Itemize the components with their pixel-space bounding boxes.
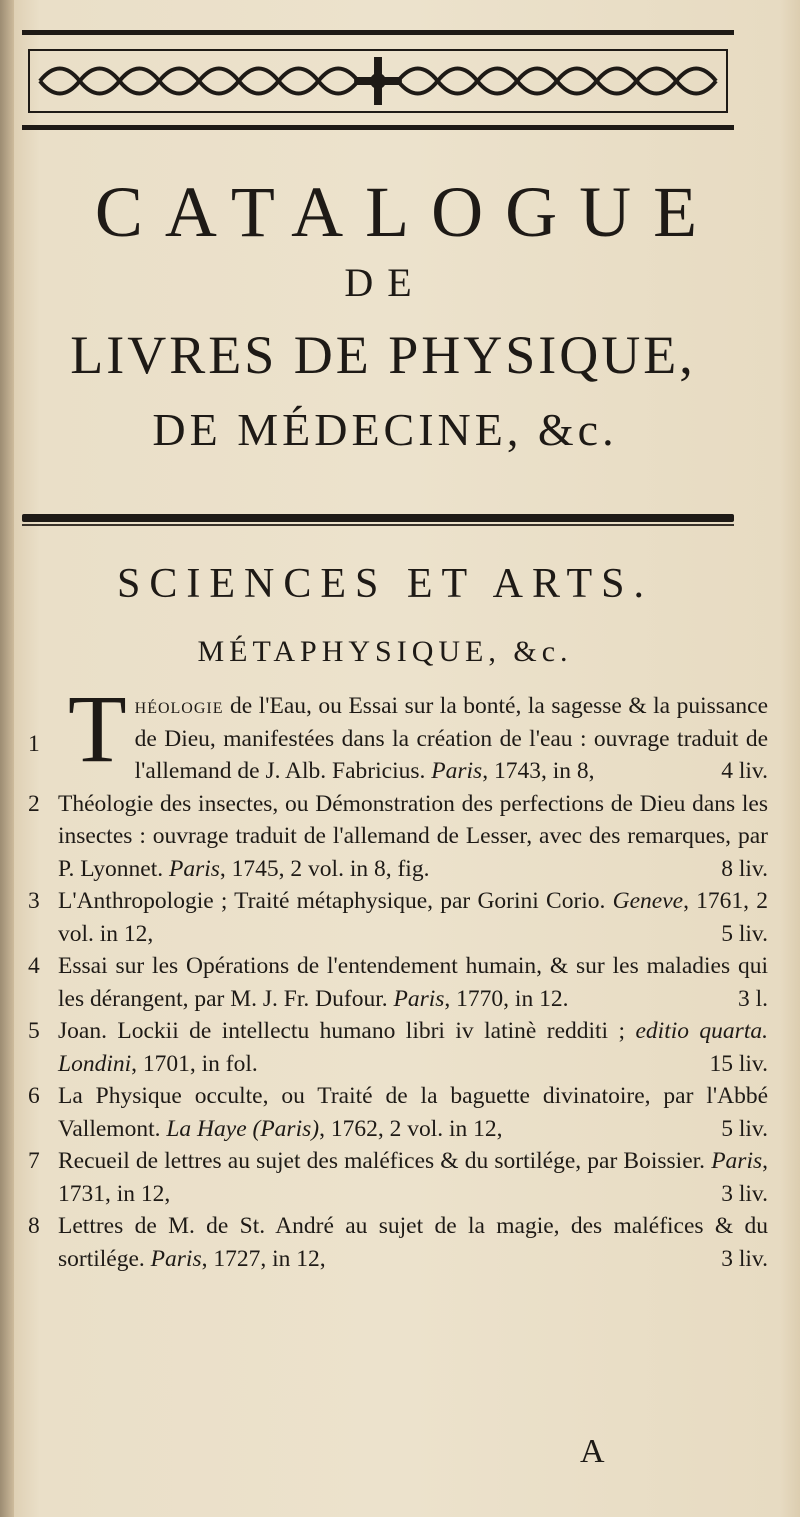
book-spine-shadow bbox=[0, 0, 14, 1517]
catalogue-entry bbox=[28, 885, 768, 950]
entry-text bbox=[58, 885, 768, 950]
entry-price: 5 liv. bbox=[721, 1115, 768, 1142]
signature-mark: A bbox=[580, 1433, 605, 1470]
entry-description: Joan. Lockii de intellectu humano libri iv latinè redditi ; bbox=[58, 1018, 636, 1044]
catalogue-entries bbox=[28, 675, 769, 1275]
entry-description: La Physique occulte, ou Traité de la baguette divinatoire, par l'Abbé Vallemont. bbox=[58, 1083, 768, 1142]
entry-number: 5 bbox=[28, 1018, 40, 1044]
entry-number: 3 bbox=[28, 888, 40, 914]
drop-cap-initial: T bbox=[68, 675, 127, 782]
entry-price: 5 liv. bbox=[721, 920, 768, 947]
title-medecine-line: DE MÉDECINE, &c. bbox=[152, 404, 618, 455]
entry-number: 1 bbox=[28, 731, 40, 757]
entry-text bbox=[58, 950, 768, 1015]
entry-price: 8 liv. bbox=[721, 855, 768, 882]
entry-text bbox=[58, 675, 768, 788]
entry-price: 4 liv. bbox=[721, 758, 768, 784]
entry-imprint-details: , 1762, 2 vol. in 12, bbox=[319, 1115, 503, 1142]
entry-number: 2 bbox=[28, 790, 40, 817]
ornamental-header-band bbox=[22, 30, 734, 130]
entry-text bbox=[58, 1145, 768, 1210]
entry-text bbox=[58, 1210, 768, 1275]
title-preposition: DE bbox=[344, 260, 426, 305]
entry-number: 8 bbox=[28, 1213, 40, 1239]
entry-text bbox=[58, 1080, 768, 1145]
entry-imprint-details: , 1701, in fol. bbox=[131, 1050, 258, 1077]
catalogue-title: CATALOGUE bbox=[94, 172, 720, 252]
entry-description: Lettres de M. de St. André au sujet de la magie, des maléfices & du sortilége. bbox=[58, 1213, 768, 1272]
entry-imprint-details: , 1727, in 12, bbox=[201, 1245, 326, 1272]
entry-imprint-details: , 1761, 2 vol. in 12, bbox=[58, 888, 769, 947]
catalogue-entry bbox=[28, 1015, 768, 1080]
entry-imprint: Paris bbox=[150, 1245, 202, 1272]
fleuron-row bbox=[28, 49, 728, 113]
fleuron-ornament-icon bbox=[30, 51, 726, 111]
entry-description: Recueil de lettres au sujet des maléfices & du sortilége, par Boissier. bbox=[58, 1148, 712, 1174]
entry-number: 4 bbox=[28, 953, 40, 979]
entry-imprint: Paris bbox=[431, 758, 483, 784]
entry-imprint: editio quarta. Londini bbox=[58, 1018, 768, 1077]
thin-rule bbox=[22, 524, 734, 526]
entry-description: de l'Eau, ou Essai sur la bonté, la sagesse & la puissance de Dieu, manifestées dans la création de l'eau : ouvrage traduit de l'allemand de J. Alb. Fabricius. bbox=[134, 693, 768, 784]
entry-price: 15 liv. bbox=[709, 1050, 768, 1077]
entry-description: Essai sur les Opérations de l'entendement humain, & sur les maladies qui les dérangent, par M. J. Fr. Dufour. bbox=[58, 953, 768, 1012]
entry-price: 3 l. bbox=[737, 985, 768, 1012]
entry-imprint: Paris bbox=[168, 855, 220, 882]
entry-price: 3 liv. bbox=[721, 1180, 768, 1207]
title-physique-line: LIVRES DE PHYSIQUE, bbox=[70, 325, 696, 385]
entry-description: L'Anthropologie ; Traité métaphysique, par Gorini Corio. bbox=[58, 888, 613, 914]
entry-imprint-details: , 1731, in 12, bbox=[58, 1148, 768, 1207]
entry-text bbox=[58, 788, 768, 886]
entry-number: 6 bbox=[28, 1083, 40, 1109]
catalogue-entry bbox=[28, 675, 768, 788]
section-heading: SCIENCES ET ARTS. bbox=[117, 561, 653, 607]
entry-price: 3 liv. bbox=[721, 1245, 768, 1272]
entry-imprint-details: , 1745, 2 vol. in 8, fig. bbox=[219, 855, 430, 882]
catalogue-entry bbox=[28, 1145, 768, 1210]
entry-imprint: Geneve bbox=[612, 888, 684, 914]
entry-first-word: héologie bbox=[134, 693, 224, 719]
catalogue-entry bbox=[28, 950, 768, 1015]
entry-imprint-details: , 1770, in 12. bbox=[444, 985, 569, 1012]
entry-imprint: La Haye (Paris) bbox=[166, 1115, 320, 1142]
entry-number: 7 bbox=[28, 1148, 40, 1174]
entry-text bbox=[58, 1015, 768, 1080]
entry-imprint-details: , 1743, in 8, bbox=[482, 758, 595, 784]
entry-imprint: Paris bbox=[711, 1148, 763, 1174]
subsection-heading: MÉTAPHYSIQUE, &c. bbox=[197, 635, 573, 668]
catalogue-entry bbox=[28, 788, 768, 886]
catalogue-entry bbox=[28, 1080, 768, 1145]
entry-imprint: Paris bbox=[393, 985, 445, 1012]
catalogue-entry bbox=[28, 1210, 768, 1275]
heavy-rule bbox=[22, 514, 734, 522]
entry-description: Théologie des insectes, ou Démonstration des perfections de Dieu dans les insectes : ouvrage traduit de l'allemand de Lesser, avec des remarques, par P. Lyonnet. bbox=[58, 790, 768, 882]
